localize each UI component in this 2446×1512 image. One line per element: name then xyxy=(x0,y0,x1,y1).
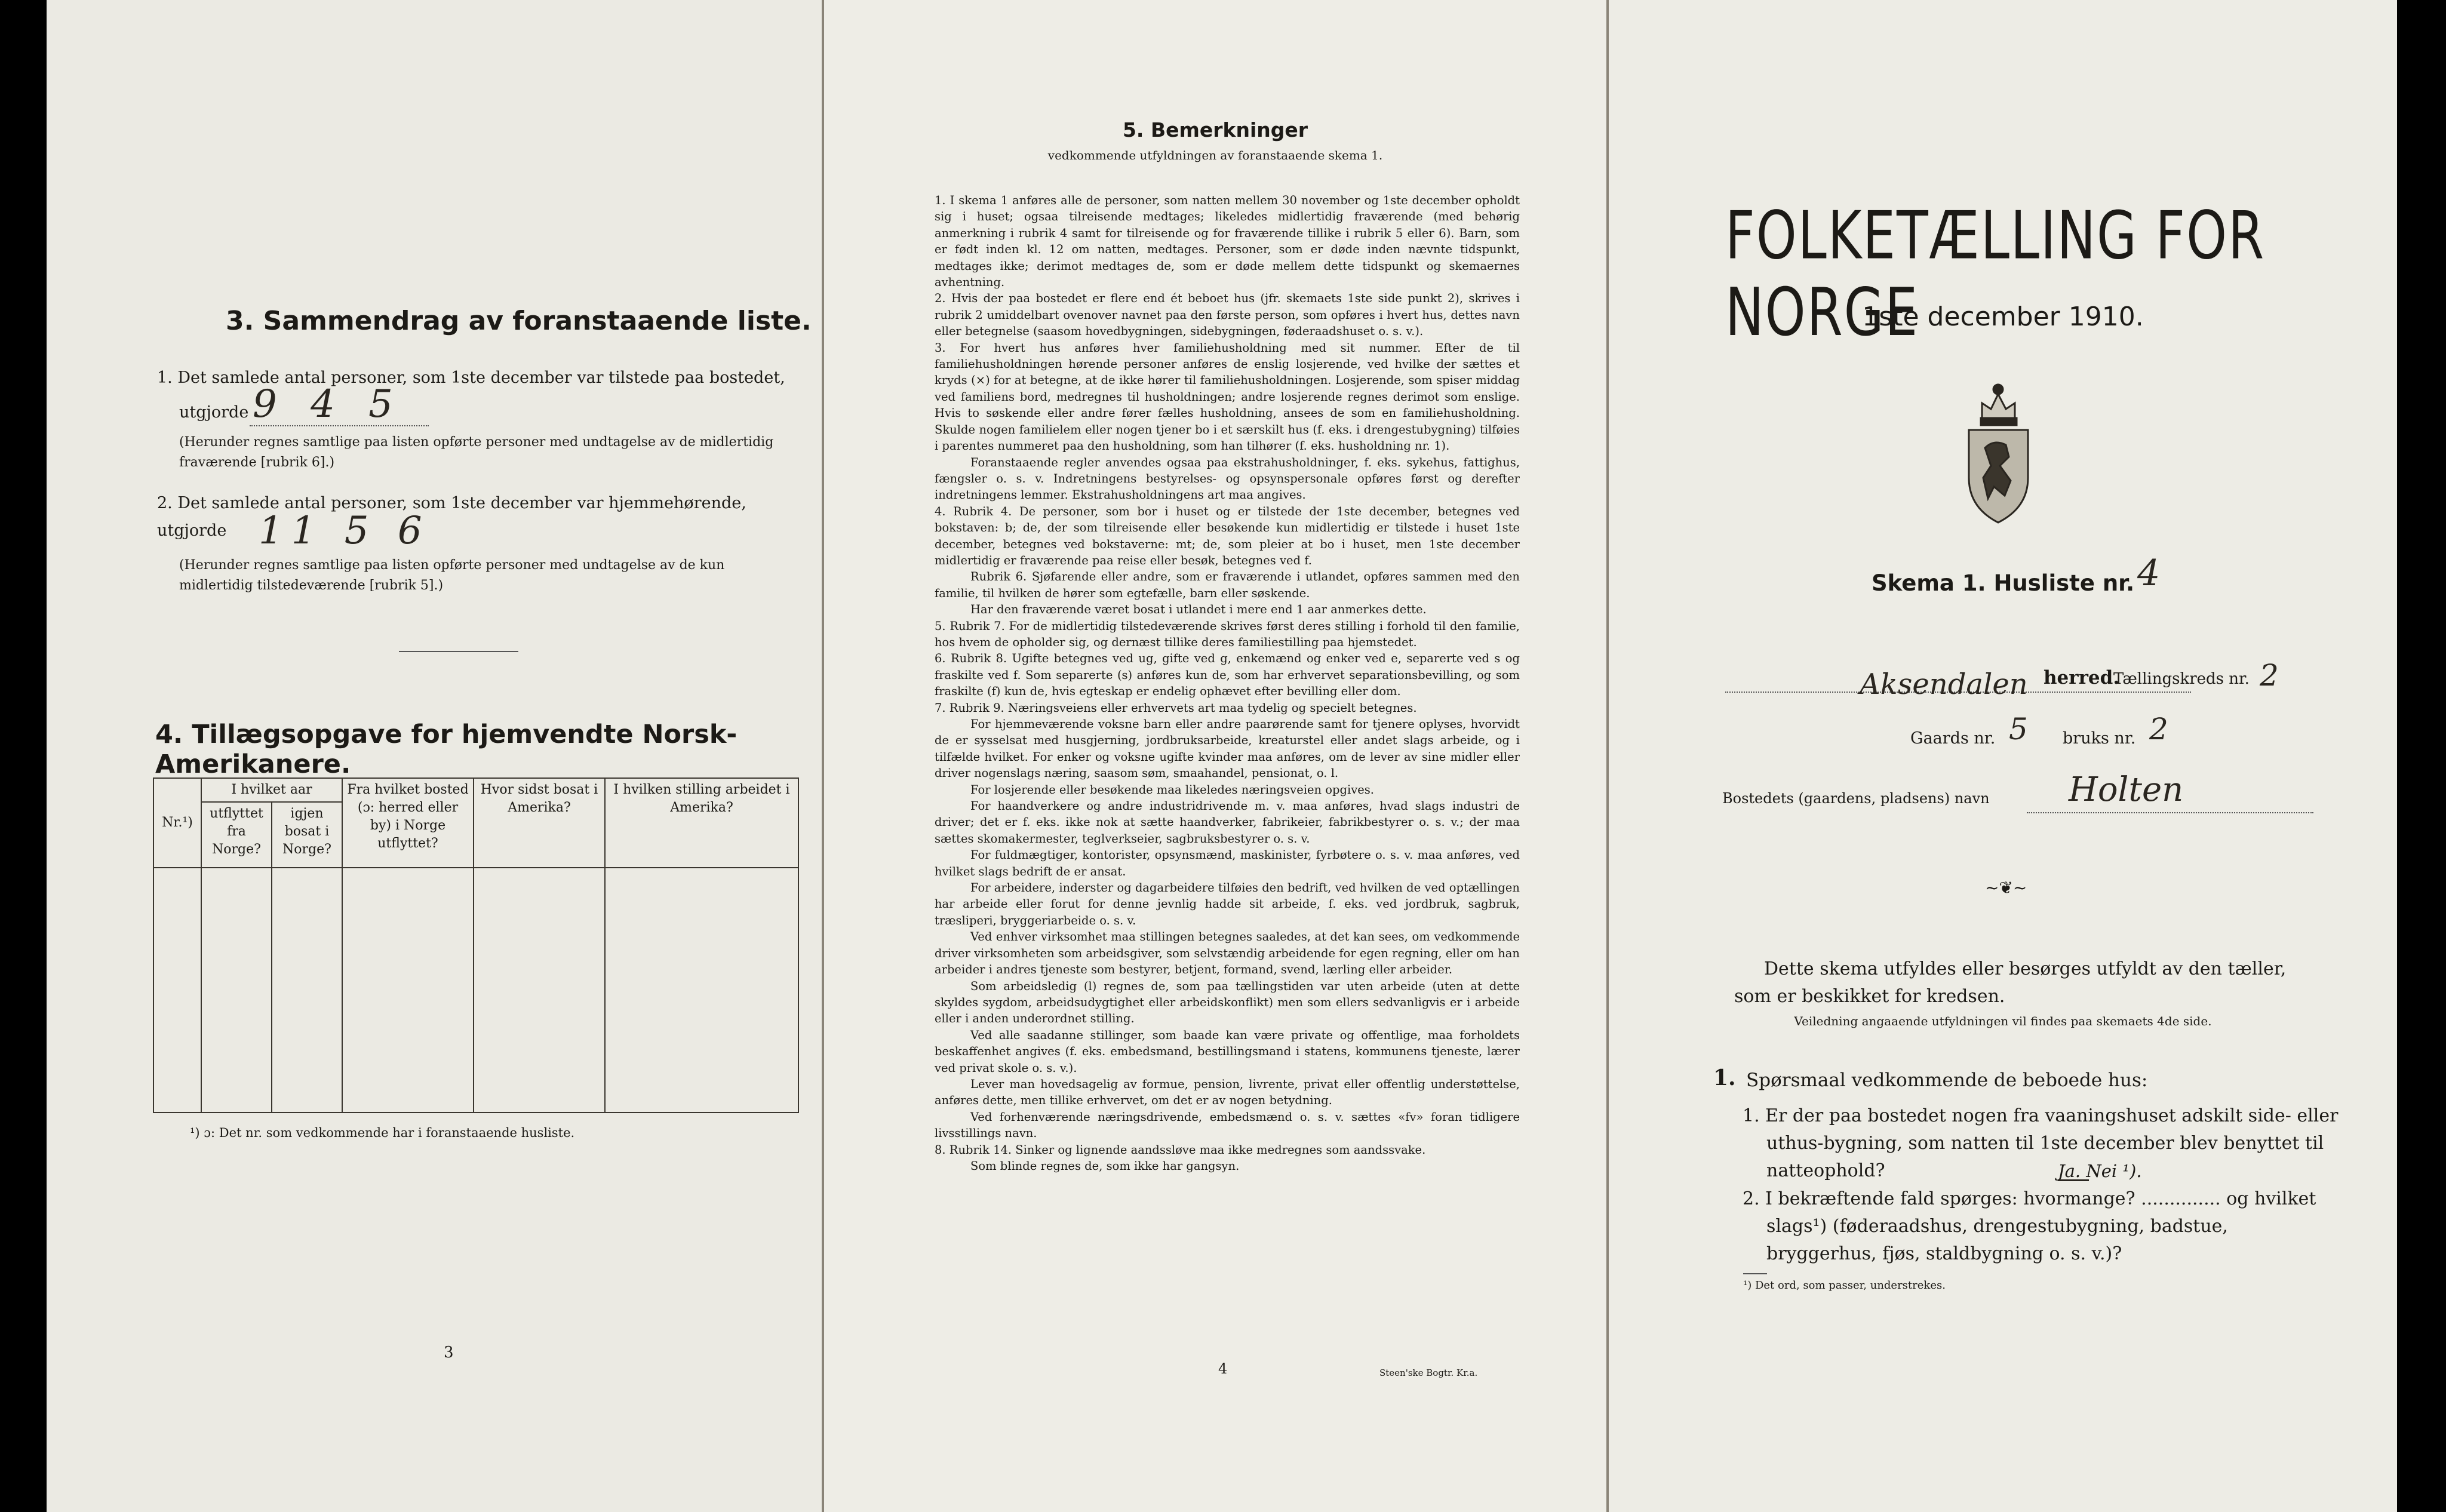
remark-paragraph: 1. I skema 1 anføres alle de personer, som natten mellem 30 november og 1ste december opholdt sig i huset; ogsaa tilreisende medtages; likeledes midlertidig fraværende (med behørig anmerkning i rubrik 4 samt for tilreisende og for fraværende tillike i rubrik 5 eller 6). Barn, som er født inden kl. 12 om natten, medtages. Personer, som er døde inden nævnte tidspunkt, medtages ikke; derimot medtages de, som er døde mellem dette tidspunkt og skemaernes avhentning. xyxy=(935,193,1520,290)
remark-paragraph: 2. Hvis der paa bostedet er flere end ét beboet hus (jfr. skemaets 1ste side punkt 2), skrives i rubrik 2 umiddelbart ovenover navnet paa den første person, som opføres i hvert hus, dettes navn eller betegnelse (saasom hovedbygningen, sidebygningen, føderaadshuset o. s. v.). xyxy=(935,291,1520,339)
item1-handwritten-value: 9 4 5 xyxy=(253,382,404,426)
printer-credit: Steen'ske Bogtr. Kr.a. xyxy=(1379,1367,1478,1378)
remarks-body xyxy=(935,192,1520,1174)
answer-underline xyxy=(2058,1179,2089,1181)
left-footnote: ¹) ɔ: Det nr. som vedkommende har i foranstaaende husliste. xyxy=(190,1126,575,1140)
census-date: 1ste december 1910. xyxy=(1862,302,2144,332)
remark-paragraph: For haandverkere og andre industridrivende m. v. maa anføres, hvad slags industri de driver; det er f. eks. ikke nok at sætte haandverker, fabrikeier, fabrikbestyrer o. s. v.; der maa sættes skomakermester, teglverkseier, sagbruksbestyrer o. s. v. xyxy=(935,799,1520,846)
bosted-value: Holten xyxy=(2069,770,2184,809)
item1-note: (Herunder regnes samtlige paa listen opførte personer med undtagelse av de midlertidig fraværende [rubrik 6].) xyxy=(179,435,774,470)
divider-line xyxy=(399,651,518,652)
remark-paragraph: 4. Rubrik 4. De personer, som bor i huset og er tilstede der 1ste december, betegnes ved bokstaven: b; de, der som tilreisende eller besøkende kun midlertidig er tilstede i huset 1ste december, betegnes ved bokstaverne: mt; de, som pleier at bo i huset, men 1ste december midlertidig er fraværende paa reise eller besøk, betegnes ved f. xyxy=(935,504,1520,567)
remark-paragraph: Lever man hovedsagelig av formue, pension, livrente, privat eller offentlig understøttelse, anføres dette, men tillike erhvervet, om det er av nogen betydning. xyxy=(935,1077,1520,1108)
bruks-label: bruks nr. xyxy=(2063,729,2136,748)
question-1: 1. Er der paa bostedet nogen fra vaaningshuset adskilt side- eller uthus-bygning, som natten til 1ste december blev benyttet til natteophold? xyxy=(1743,1105,2339,1181)
table-body-row xyxy=(153,868,798,1113)
remark-paragraph: Foranstaaende regler anvendes ogsaa paa ekstrahusholdninger, f. eks. sykehus, fattighus, fængsler o. s. v. Indretningens bestyrelses- og opsynspersonale opføres først og derefter indretningens lemmer. Ekstrahusholdningens art maa angives. xyxy=(935,455,1520,502)
bosted-label: Bostedets (gaardens, pladsens) navn xyxy=(1722,790,1990,807)
bruks-value: 2 xyxy=(2149,712,2168,746)
item2-note: (Herunder regnes samtlige paa listen opførte personer med undtagelse av de kun midlertidig tilstedeværende [rubrik 5].) xyxy=(179,558,725,593)
left-page-number: 3 xyxy=(444,1344,454,1362)
section4-title: 4. Tillægsopgave for hjemvendte Norsk-Amerikanere. xyxy=(155,720,738,779)
herred-value: Aksendalen xyxy=(1860,668,2028,701)
herred-label: herred. xyxy=(2044,667,2120,689)
col-fra-bosted: Fra hvilket bosted (ɔ: herred eller by) i Norge utflyttet? xyxy=(342,778,474,868)
kreds-value: 2 xyxy=(2260,658,2279,693)
americans-table xyxy=(153,777,799,1113)
remark-paragraph: For losjerende eller besøkende maa likeledes næringsveien opgives. xyxy=(970,782,1374,797)
remark-paragraph: Som blinde regnes de, som ikke har gangsyn. xyxy=(970,1158,1240,1173)
remark-paragraph: Ved alle saadanne stillinger, som baade kan være private og offentlige, maa forholdets beskaffenhet angives (f. eks. embedsmand, bestillingsmand i statens, kommunens tjeneste, lærer ved privat skole o. s. v.). xyxy=(935,1028,1520,1075)
remark-paragraph: For arbeidere, inderster og dagarbeidere tilføies den bedrift, ved hvilken de ved optællingen har arbeide eller forut for denne jevnlig hadde sit arbeide, f. eks. ved jordbruk, sagbruk, træsliperi, bryggeriarbeide o. s. v. xyxy=(935,881,1520,927)
table-cell xyxy=(272,868,342,1113)
husliste-nr-value: 4 xyxy=(2137,552,2161,594)
item1-dotline xyxy=(250,425,429,426)
remarks-subtitle: vedkommende utfyldningen av foranstaaende skema 1. xyxy=(1047,148,1383,162)
col-hvilket-aar: I hvilket aar xyxy=(201,778,342,802)
left-page xyxy=(47,0,823,1512)
gaards-label: Gaards nr. xyxy=(1910,729,1996,748)
skema-label: Skema 1. Husliste nr. xyxy=(1872,570,2135,596)
question-heading-number: 1. xyxy=(1713,1065,1736,1090)
remark-paragraph: Rubrik 6. Sjøfarende eller andre, som er fraværende i utlandet, opføres sammen med den familie, til hvilken de hører som egtefælle, barn eller søskende. xyxy=(935,570,1520,600)
remark-paragraph: 6. Rubrik 8. Ugifte betegnes ved ug, gifte ved g, enkemænd og enker ved e, separerte ved s og fraskilte ved f. Som separerte (s) anføres kun de, som har erhvervet separationsbevilling, og som fraskilte (f) kun de, hvis egteskap er endelig ophævet efter bevilling eller dom. xyxy=(935,651,1520,699)
coat-of-arms-icon xyxy=(1958,376,2039,528)
table-cell xyxy=(605,868,798,1113)
remark-paragraph: 3. For hvert hus anføres hver familiehusholdning med sit nummer. Efter de til familiehusholdningen hørende personer anføres de enslig losjerende, ved hvilke der sættes et kryds (×) for at betegne, at de ikke hører til familiehusholdningen. Losjerende, som spiser middag ved familiens bord, medregnes til husholdningen; andre losjerende regnes derimot som enslige. Hvis to søskende eller andre fører fælles husholdning, ansees de som en familiehusholdning. Skulde nogen familielem eller nogen tjener bo i et særskilt hus (f. eks. i drengestubygning) tilføies i parentes nummeret paa den husholdning, som han tilhører (f. eks. husholdning nr. 1). xyxy=(935,340,1520,453)
col-sidst-bosat: Hvor sidst bosat i Amerika? xyxy=(474,778,605,868)
question-2: 2. I bekræftende fald spørges: hvormange? .............. og hvilket slags¹) (føderaadshus, drengestubygning, badstue, bryggerhus, fjøs, staldbygning o. s. v.)? xyxy=(1743,1188,2316,1264)
remark-paragraph: 7. Rubrik 9. Næringsveiens eller erhvervets art maa tydelig og specielt betegnes. xyxy=(935,700,1417,715)
remarks-title: 5. Bemerkninger xyxy=(1122,118,1308,142)
item2-text: 2. Det samlede antal personer, som 1ste december var hjemmehørende, utgjorde xyxy=(157,494,746,540)
remark-paragraph: Som arbeidsledig (l) regnes de, som paa tællingstiden var uten arbeide (uten at dette skyldes sygdom, arbeidsudygtighet eller arbeidskonflikt) men som ellers sedvanligvis er i arbeide eller i anden underordnet stilling. xyxy=(935,979,1520,1026)
kreds-label: Tællingskreds nr. xyxy=(2113,670,2250,688)
ornament-icon: ~❦~ xyxy=(1985,878,2027,898)
middle-page xyxy=(824,0,1606,1512)
census-title: FOLKETÆLLING FOR NORGE xyxy=(1725,197,2266,351)
table-cell xyxy=(201,868,272,1113)
bosted-dotline xyxy=(2027,812,2313,813)
instruction-note: Veiledning angaaende utfyldningen vil findes paa skemaets 4de side. xyxy=(1794,1014,2212,1028)
remark-paragraph: Ved enhver virksomhet maa stillingen betegnes saaledes, at det kan sees, om vedkommende driver virksomheten som arbeidsgiver, som selvstændig arbeidende for egen regning, eller om han arbeider i andres tjeneste som bestyrer, betjent, formand, svend, lærling eller arbeider. xyxy=(935,930,1520,977)
right-page xyxy=(1609,0,2397,1512)
item2-handwritten-value: 11 5 6 xyxy=(259,509,431,553)
section3-title: 3. Sammendrag av foranstaaende liste. xyxy=(226,306,812,336)
footnote-rule xyxy=(1743,1273,1767,1274)
table-cell xyxy=(474,868,605,1113)
remark-paragraph: Har den fraværende været bosat i utlandet i mere end 1 aar anmerkes dette. xyxy=(970,603,1427,617)
remark-paragraph: For hjemmeværende voksne barn eller andre paarørende samt for tjenere oplyses, hvorvidt de er sysselsat med husgjerning, jordbruksarbeide, kreaturstel eller andet slags arbeide, og i tilfælde hvilket. For enker og voksne ugifte kvinder maa anføres, om de lever av sine midler eller driver nogenslags næring, saasom søm, smaahandel, pensionat, o. l. xyxy=(935,717,1520,780)
col-igjen-bosat: igjen bosat i Norge? xyxy=(272,802,342,868)
item1-text: 1. Det samlede antal personer, som 1ste december var tilstede paa bostedet, xyxy=(157,368,785,387)
question-heading: Spørsmaal vedkommende de beboede hus: xyxy=(1746,1070,2148,1091)
col-nr: Nr.¹) xyxy=(153,778,201,868)
question-1-answer: Ja. Nei ¹). xyxy=(2058,1161,2142,1181)
remark-paragraph: For fuldmægtiger, kontorister, opsynsmænd, maskinister, fyrbøtere o. s. v. maa anføres, ved hvilket slags bedrift de er ansat. xyxy=(935,848,1520,878)
middle-page-number: 4 xyxy=(1218,1360,1228,1377)
item1-utgjorde-label: utgjorde xyxy=(179,403,249,422)
col-stilling: I hvilken stilling arbeidet i Amerika? xyxy=(605,778,798,868)
right-footnote: ¹) Det ord, som passer, understrekes. xyxy=(1743,1279,1946,1292)
col-utflyttet: utflyttet fra Norge? xyxy=(201,802,272,868)
gaards-value: 5 xyxy=(2009,712,2028,746)
remark-paragraph: 8. Rubrik 14. Sinker og lignende aandssløve maa ikke medregnes som aandssvake. xyxy=(935,1142,1426,1157)
instruction-text: Dette skema utfyldes eller besørges utfyldt av den tæller, som er beskikket for kredsen. xyxy=(1734,958,2287,1007)
table-cell xyxy=(153,868,201,1113)
table-cell xyxy=(342,868,474,1113)
remark-paragraph: Ved forhenværende næringsdrivende, embedsmænd o. s. v. sættes «fv» foran tidligere livsstillings navn. xyxy=(935,1110,1520,1141)
remark-paragraph: 5. Rubrik 7. For de midlertidig tilstedeværende skrives først deres stilling i forhold til den familie, hos hvem de opholder sig, og dernæst tillike deres familiestilling paa hjemstedet. xyxy=(935,619,1520,649)
